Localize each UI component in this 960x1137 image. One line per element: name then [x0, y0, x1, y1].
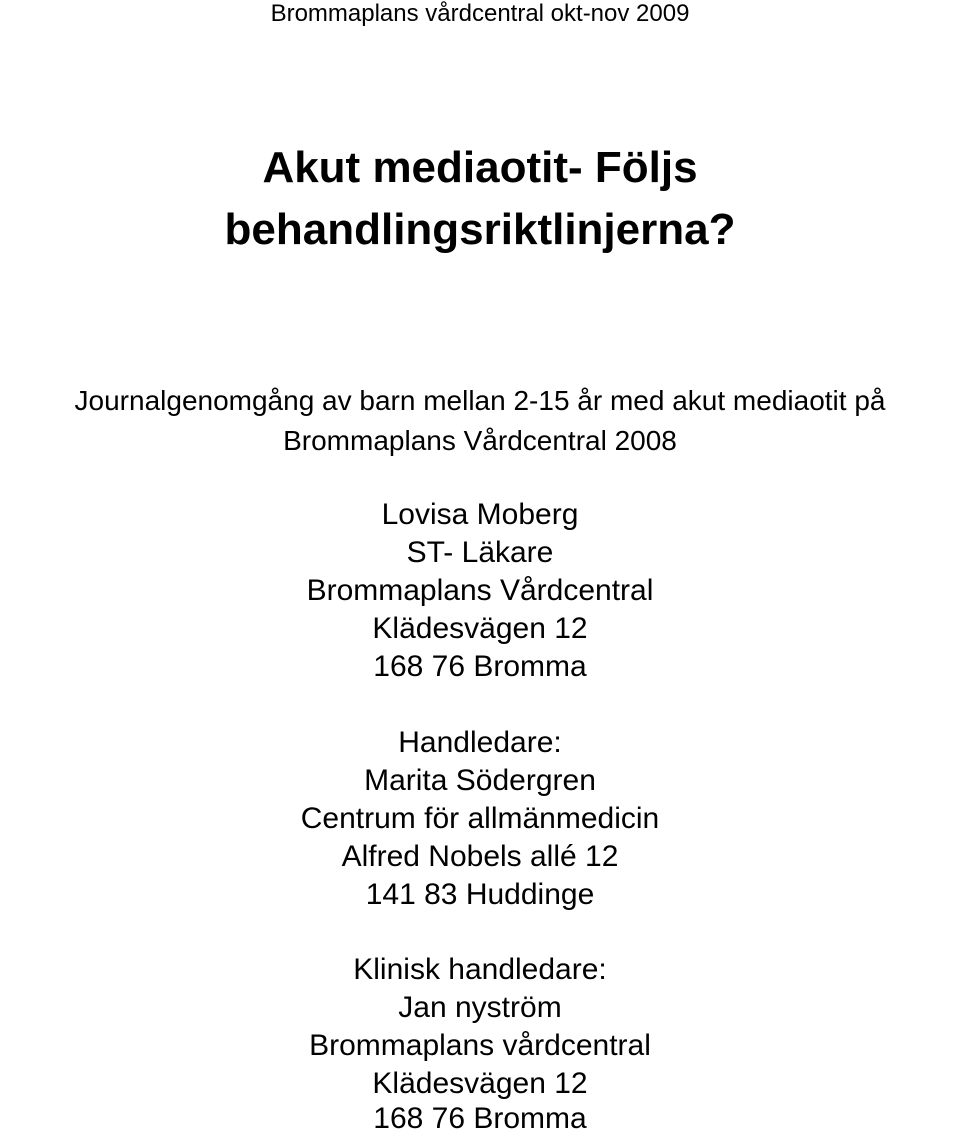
supervisor-street: Alfred Nobels allé 12	[341, 840, 619, 873]
intro-line-2: Brommaplans Vårdcentral 2008	[283, 425, 677, 456]
supervisor-heading: Handledare:	[398, 726, 562, 759]
running-header: Brommaplans vårdcentral okt-nov 2009	[270, 0, 690, 27]
intro-line-1: Journalgenomgång av barn mellan 2-15 år med akut mediaotit på	[74, 385, 886, 416]
document-title-line-2: behandlingsriktlinjerna?	[224, 205, 736, 254]
author-clinic: Brommaplans Vårdcentral	[306, 574, 654, 607]
clinical-supervisor-street: Klädesvägen 12	[372, 1067, 588, 1100]
author-street: Klädesvägen 12	[372, 612, 588, 645]
author-name: Lovisa Moberg	[381, 498, 579, 531]
supervisor-organization: Centrum för allmänmedicin	[300, 802, 660, 835]
supervisor-city: 141 83 Huddinge	[365, 878, 595, 911]
clinical-supervisor-city: 168 76 Bromma	[373, 1102, 587, 1135]
clinical-supervisor-clinic: Brommaplans vårdcentral	[309, 1029, 651, 1062]
supervisor-name: Marita Södergren	[364, 764, 596, 797]
clinical-supervisor-name: Jan nyström	[398, 991, 562, 1024]
document-title-line-1: Akut mediaotit- Följs	[262, 143, 698, 192]
author-role: ST- Läkare	[406, 536, 554, 569]
clinical-supervisor-heading: Klinisk handledare:	[353, 953, 607, 986]
author-city: 168 76 Bromma	[373, 650, 587, 683]
